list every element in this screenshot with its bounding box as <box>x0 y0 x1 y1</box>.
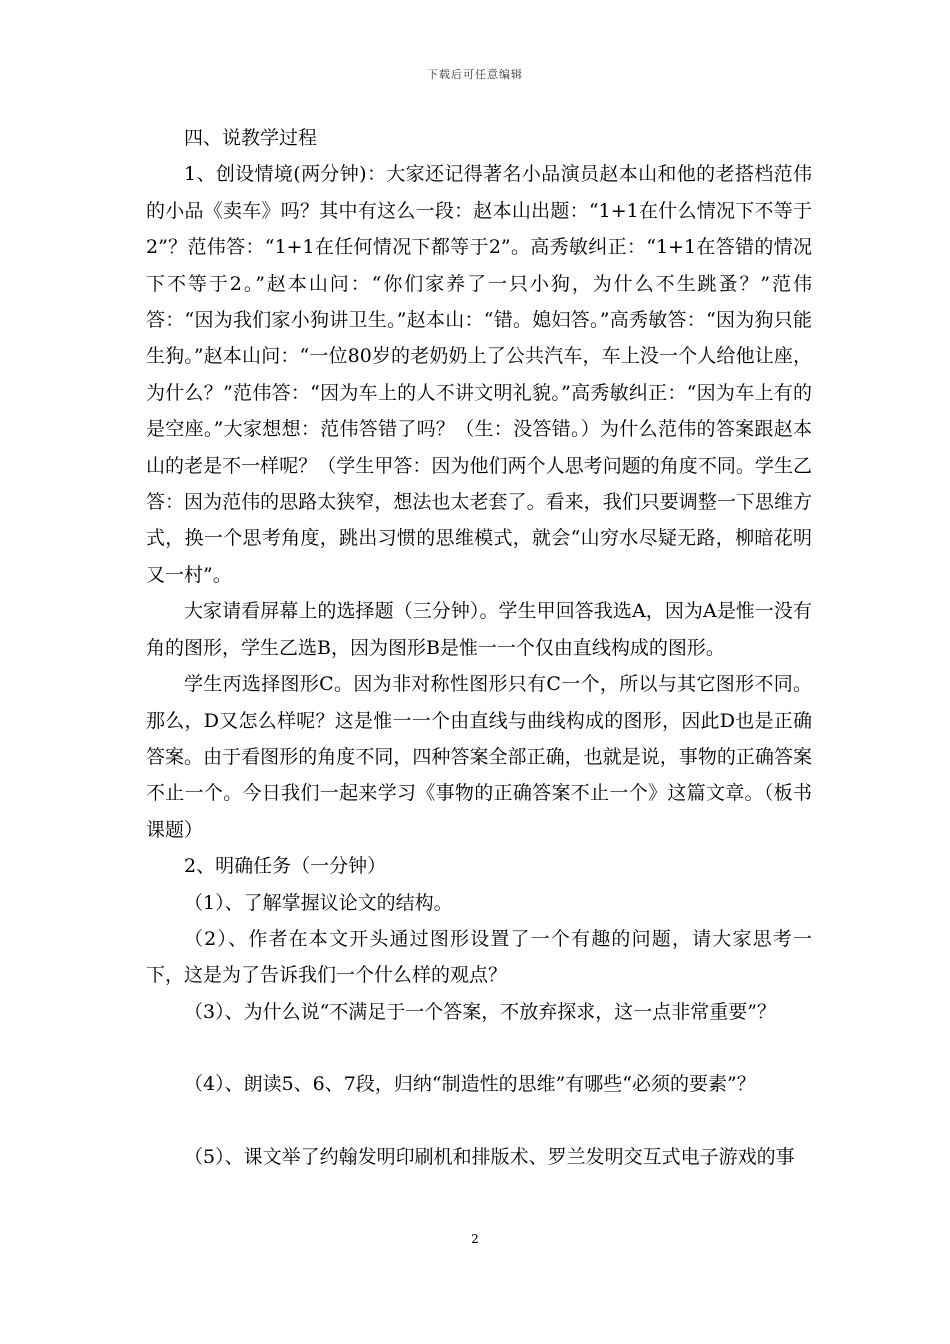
section-heading: 四、说教学过程 <box>184 127 318 149</box>
page-number: 2 <box>471 1232 479 1246</box>
paragraph-situation: 1、创设情境(两分钟)：大家还记得著名小品演员赵本山和他的老搭档范伟的小品《卖车》吗？其中有这么一段：赵本山出题：“1+1在什么情况下不等于2”？范伟答：“1+1在任何情况下都等于2”。高秀敏纠正：“1+1在答错的情况下不等于2。”赵本山问：“你们家养了一只小狗，为什么不生跳蚤？”范伟答：“因为我们家小狗讲卫生。”赵本山：“错。媳妇答。”高秀敏答：“因为狗只能生狗。”赵本山问：“一位80岁的老奶奶上了公共汽车，车上没一个人给他让座，为什么？”范伟答：“因为车上的人不讲文明礼貌。”高秀敏纠正：“因为车上有的是空座。”大家想想：范伟答错了吗？（生：没答错。）为什么范伟的答案跟赵本山的老是不一样呢？（学生甲答：因为他们两个人思考问题的角度不同。学生乙答：因为范伟的思路太狭窄，想法也太老套了。看来，我们只要调整一下思维方式，换一个思考角度，跳出习惯的思维模式，就会“山穷水尽疑无路，柳暗花明又一村”。 <box>146 163 812 586</box>
task-item-4: （4）、朗读5、6、7段，归纳“制造性的思维”有哪些“必须的要素”？ <box>184 1073 756 1096</box>
page-header: 下载后可任意编辑 <box>427 68 523 81</box>
document-body <box>146 120 812 1175</box>
paragraph-task-heading: 2、明确任务（一分钟） <box>184 855 387 878</box>
paragraph-choice-question: 大家请看屏幕上的选择题（三分钟）。学生甲回答我选A，因为A是惟一没有角的图形，学生乙选B，因为图形B是惟一一个仅由直线构成的图形。 <box>146 600 812 659</box>
task-item-5: （5）、课文举了约翰发明印刷机和排版术、罗兰发明交互式电子游戏的事 <box>184 1145 795 1168</box>
task-item-2: （2）、作者在本文开头通过图形设置了一个有趣的问题，请大家思考一下，这是为了告诉我们一个什么样的观点？ <box>146 927 812 987</box>
paragraph-student-c: 学生丙选择图形C。因为非对称性图形只有C一个，所以与其它图形不同。那么，D又怎么样呢？这是惟一一个由直线与曲线构成的图形，因此D也是正确答案。由于看图形的角度不同，四种答案全部正确，也就是说，事物的正确答案不止一个。今日我们一起来学习《事物的正确答案不止一个》这篇文章。（板书课题） <box>146 673 812 841</box>
task-item-1: （1）、了解掌握议论文的结构。 <box>184 891 453 914</box>
task-item-3: （3）、为什么说“不满足于一个答案，不放弃探求，这一点非常重要”？ <box>184 1000 777 1023</box>
